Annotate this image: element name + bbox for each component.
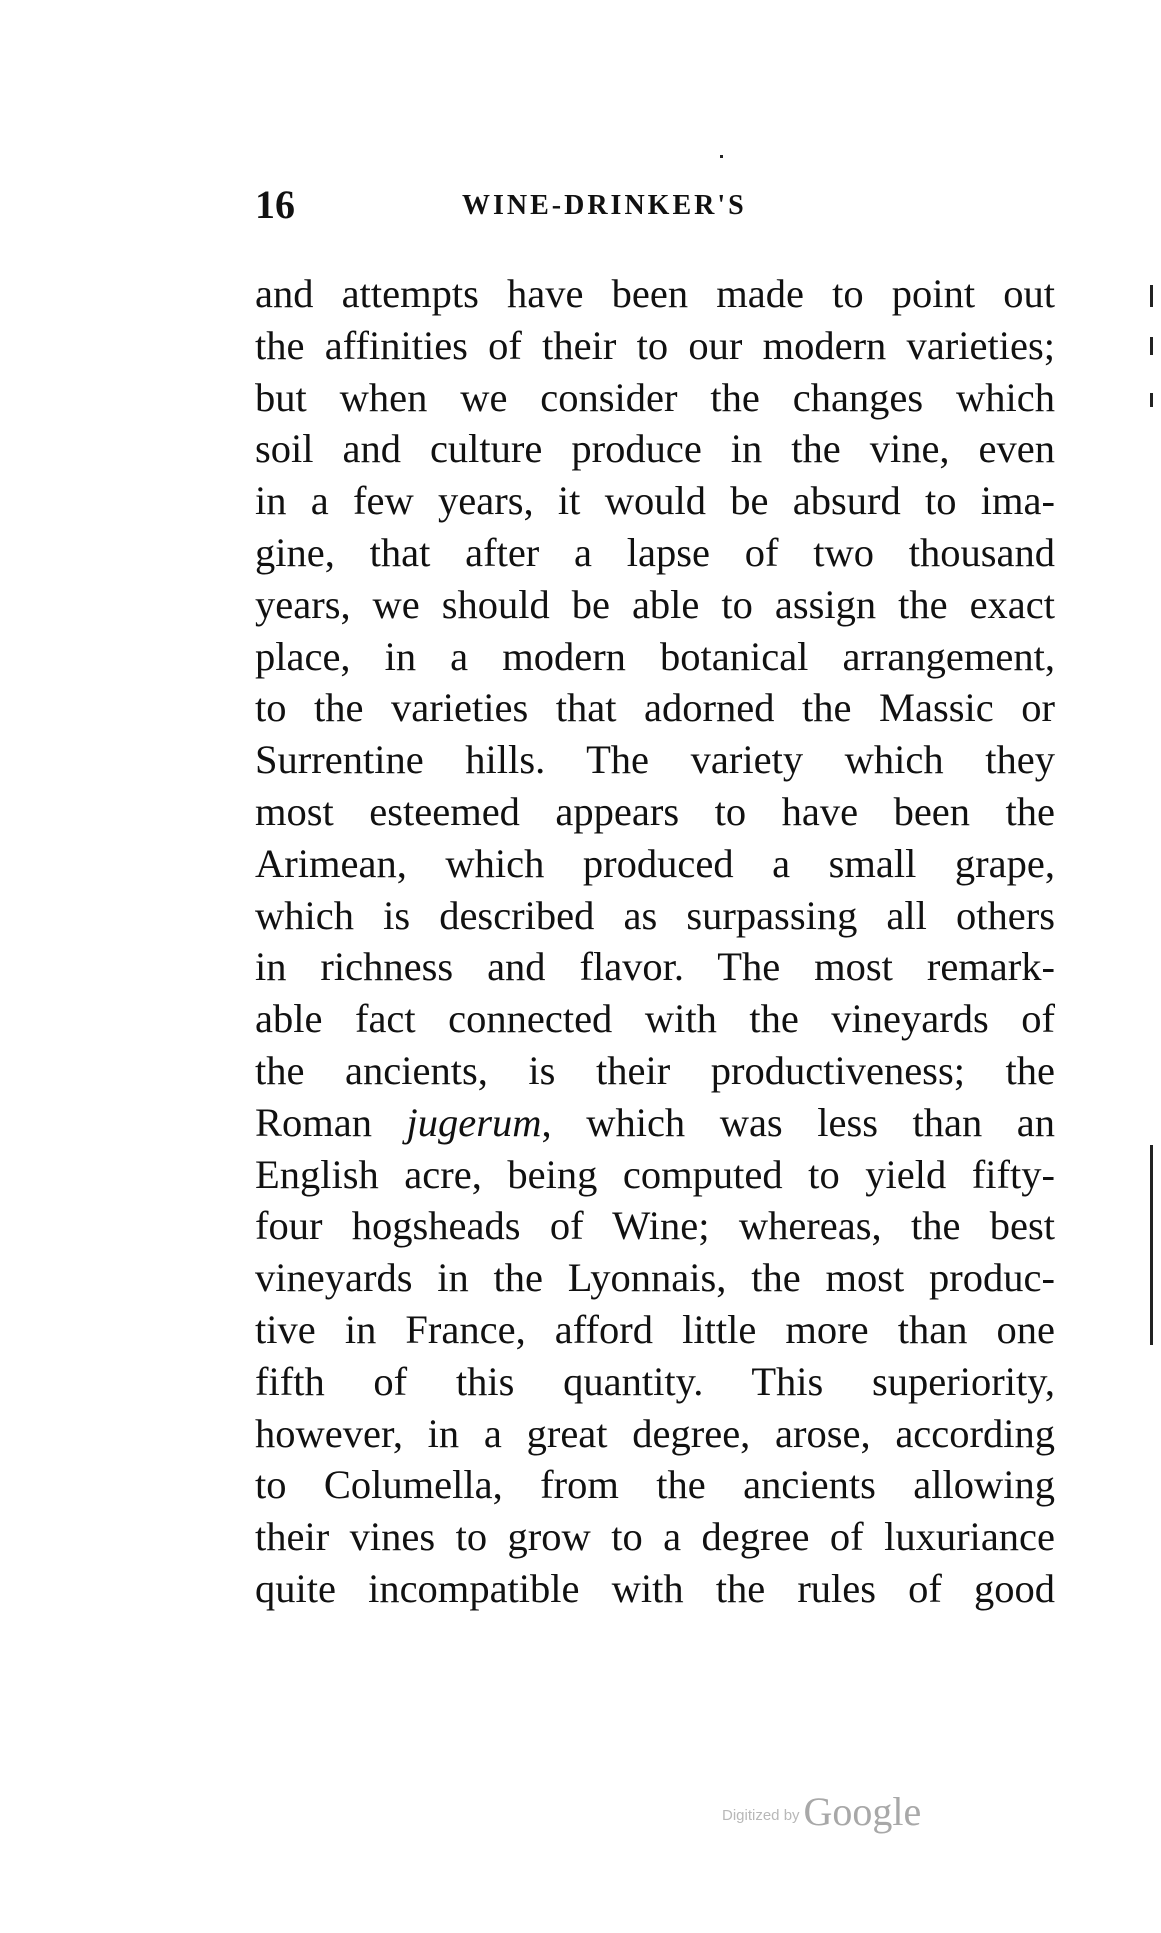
scan-speck: [1150, 285, 1153, 307]
text-line: [255, 682, 1055, 734]
text-line: [255, 1045, 1055, 1097]
text-segment: soil and culture produce in the vine, even: [255, 426, 1055, 472]
page-number: 16: [255, 182, 295, 227]
text-line: [255, 1563, 1055, 1615]
scan-speck: [1150, 337, 1153, 355]
text-line: [255, 1356, 1055, 1408]
text-segment: four hogsheads of Wine; whereas, the best: [255, 1203, 1055, 1249]
text-segment: which is described as surpassing all others: [255, 892, 1055, 938]
text-segment: Arimean, which produced a small grape,: [255, 840, 1055, 886]
scan-speck: [720, 155, 723, 158]
text-segment: tive in France, afford little more than one: [255, 1306, 1055, 1352]
text-segment: , which was less than an: [541, 1099, 1055, 1145]
text-line: [255, 1408, 1055, 1460]
text-line: [255, 1200, 1055, 1252]
text-segment: place, in a modern botanical arrangement,: [255, 633, 1055, 679]
text-line: [255, 320, 1055, 372]
text-line: [255, 786, 1055, 838]
text-segment: and attempts have been made to point out: [255, 271, 1055, 316]
text-line: [255, 372, 1055, 424]
scan-speck: [1150, 393, 1153, 407]
text-line: [255, 579, 1055, 631]
running-head: WINE-DRINKER'S: [462, 190, 747, 221]
text-segment: to the varieties that adorned the Massic or: [255, 685, 1055, 731]
text-line: [255, 423, 1055, 475]
body-text: [255, 268, 1055, 1615]
page-header: [255, 180, 1055, 230]
text-segment: gine, that after a lapse of two thousand: [255, 529, 1055, 575]
scan-speck: [1150, 1145, 1153, 1345]
text-line: [255, 1149, 1055, 1201]
text-segment: years, we should be able to assign the exact: [255, 581, 1055, 627]
text-line: [255, 890, 1055, 942]
text-line: [255, 1252, 1055, 1304]
text-line: [255, 475, 1055, 527]
text-segment: to Columella, from the ancients allowing: [255, 1462, 1055, 1508]
text-line: [255, 268, 1055, 320]
google-logo-text: Google: [803, 1789, 922, 1834]
text-line: [255, 993, 1055, 1045]
text-line: [255, 734, 1055, 786]
text-segment: vineyards in the Lyonnais, the most produc-: [255, 1255, 1055, 1301]
text-segment: Roman: [255, 1099, 407, 1145]
text-segment: in a few years, it would be absurd to ima-: [255, 478, 1055, 524]
text-segment: the ancients, is their productiveness; the: [255, 1047, 1055, 1093]
text-segment: most esteemed appears to have been the: [255, 788, 1055, 834]
text-segment: Surrentine hills. The variety which they: [255, 737, 1055, 783]
text-line: [255, 1097, 1055, 1149]
text-segment: but when we consider the changes which: [255, 374, 1055, 420]
text-segment: able fact connected with the vineyards of: [255, 996, 1055, 1042]
text-segment: English acre, being computed to yield fifty-: [255, 1151, 1055, 1197]
text-segment: the affinities of their to our modern varieties;: [255, 322, 1055, 368]
text-line: [255, 838, 1055, 890]
text-line: [255, 631, 1055, 683]
digitized-by-google-watermark: [722, 1789, 922, 1834]
digitized-by-label: Digitized by: [722, 1807, 800, 1824]
text-segment: their vines to grow to a degree of luxuriance: [255, 1514, 1055, 1560]
italic-text-segment: jugerum: [406, 1099, 542, 1145]
text-line: [255, 1304, 1055, 1356]
text-segment: quite incompatible with the rules of good: [255, 1565, 1055, 1611]
text-segment: however, in a great degree, arose, according: [255, 1410, 1055, 1456]
text-line: [255, 1459, 1055, 1511]
text-line: [255, 1511, 1055, 1563]
text-line: [255, 941, 1055, 993]
text-segment: in richness and flavor. The most remark-: [255, 944, 1055, 990]
text-segment: fifth of this quantity. This superiority,: [255, 1358, 1055, 1404]
text-line: [255, 527, 1055, 579]
